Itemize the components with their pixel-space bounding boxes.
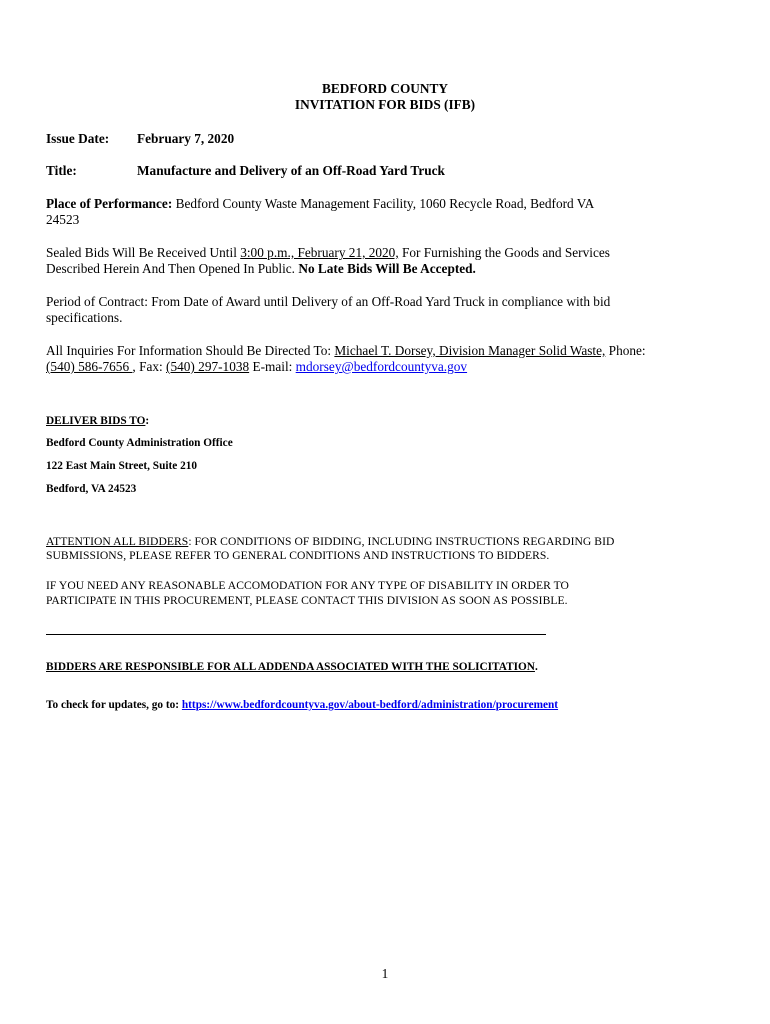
updates-label: To check for updates, go to: [46, 699, 182, 711]
no-late-bids-notice: No Late Bids Will Be Accepted. [298, 261, 476, 276]
addenda-text: BIDDERS ARE RESPONSIBLE FOR ALL ADDENDA ASSOCIATED WITH THE SOLICITATION [46, 661, 535, 673]
sealed-bids-line-1 [46, 245, 610, 261]
inquiries-line-2 [46, 359, 467, 375]
deliver-address-line-3: Bedford, VA 24523 [46, 483, 137, 495]
bid-deadline: 3:00 p.m., February 21, 2020, [240, 245, 399, 260]
email-label: E-mail: [249, 359, 296, 374]
sealed-line2-prefix: Described Herein And Then Opened In Public. [46, 261, 299, 276]
county-heading: BEDFORD COUNTY [322, 81, 448, 96]
place-of-performance [46, 196, 594, 212]
attention-rest: : FOR CONDITIONS OF BIDDING, INCLUDING INSTRUCTIONS REGARDING BID [188, 535, 615, 548]
document-type-heading: INVITATION FOR BIDS (IFB) [294, 97, 476, 112]
sealed-bids-line-2 [46, 261, 476, 277]
inquiries-line-1 [46, 343, 646, 359]
attention-line-2: SUBMISSIONS, PLEASE REFER TO GENERAL CONDITIONS AND INSTRUCTIONS TO BIDDERS. [46, 549, 550, 562]
procurement-link[interactable]: https://www.bedfordcountyva.gov/about-bedford/administration/procurement [181, 699, 559, 711]
place-address: Bedford County Waste Management Facility, 1060 Recycle Road, Bedford VA [175, 196, 595, 211]
accommodation-line-1: IF YOU NEED ANY REASONABLE ACCOMODATION FOR ANY TYPE OF DISABILITY IN ORDER TO [46, 579, 569, 592]
issue-date-label: Issue Date: [46, 131, 110, 146]
email-link[interactable]: mdorsey@bedfordcountyva.gov [295, 359, 468, 374]
page-number: 1 [381, 966, 389, 981]
addenda-period: . [534, 661, 538, 673]
contact-name: Michael T. Dorsey, Division Manager Solid Waste, [334, 343, 606, 358]
updates-line [46, 698, 558, 712]
horizontal-divider [46, 634, 546, 635]
fax-number: (540) 297-1038 [166, 359, 250, 374]
period-line-2: specifications. [46, 310, 123, 325]
inquiries-prefix: All Inquiries For Information Should Be Directed To: [46, 343, 335, 358]
deliver-heading-colon: : [145, 415, 150, 427]
deliver-address-line-1: Bedford County Administration Office [46, 437, 233, 449]
deliver-bids-heading [46, 414, 149, 428]
phone-number: (540) 586-7656 [46, 359, 133, 374]
issue-date-value: February 7, 2020 [137, 131, 235, 146]
title-label: Title: [46, 163, 77, 178]
place-label: Place of Performance: [46, 196, 173, 211]
phone-label: Phone: [605, 343, 646, 358]
title-value: Manufacture and Delivery of an Off-Road Yard Truck [137, 163, 445, 178]
attention-label: ATTENTION ALL BIDDERS [46, 535, 189, 548]
fax-label: , Fax: [132, 359, 167, 374]
sealed-suffix: For Furnishing the Goods and Services [398, 245, 610, 260]
attention-line-1 [46, 534, 614, 549]
place-zip: 24523 [46, 212, 80, 227]
period-line-1: Period of Contract: From Date of Award until Delivery of an Off-Road Yard Truck in compliance with bid [46, 294, 611, 309]
addenda-notice [46, 660, 538, 674]
accommodation-line-2: PARTICIPATE IN THIS PROCUREMENT, PLEASE CONTACT THIS DIVISION AS SOON AS POSSIBLE. [46, 594, 568, 607]
deliver-address-line-2: 122 East Main Street, Suite 210 [46, 460, 198, 472]
sealed-prefix: Sealed Bids Will Be Received Until [46, 245, 241, 260]
deliver-heading-text: DELIVER BIDS TO [46, 415, 146, 427]
